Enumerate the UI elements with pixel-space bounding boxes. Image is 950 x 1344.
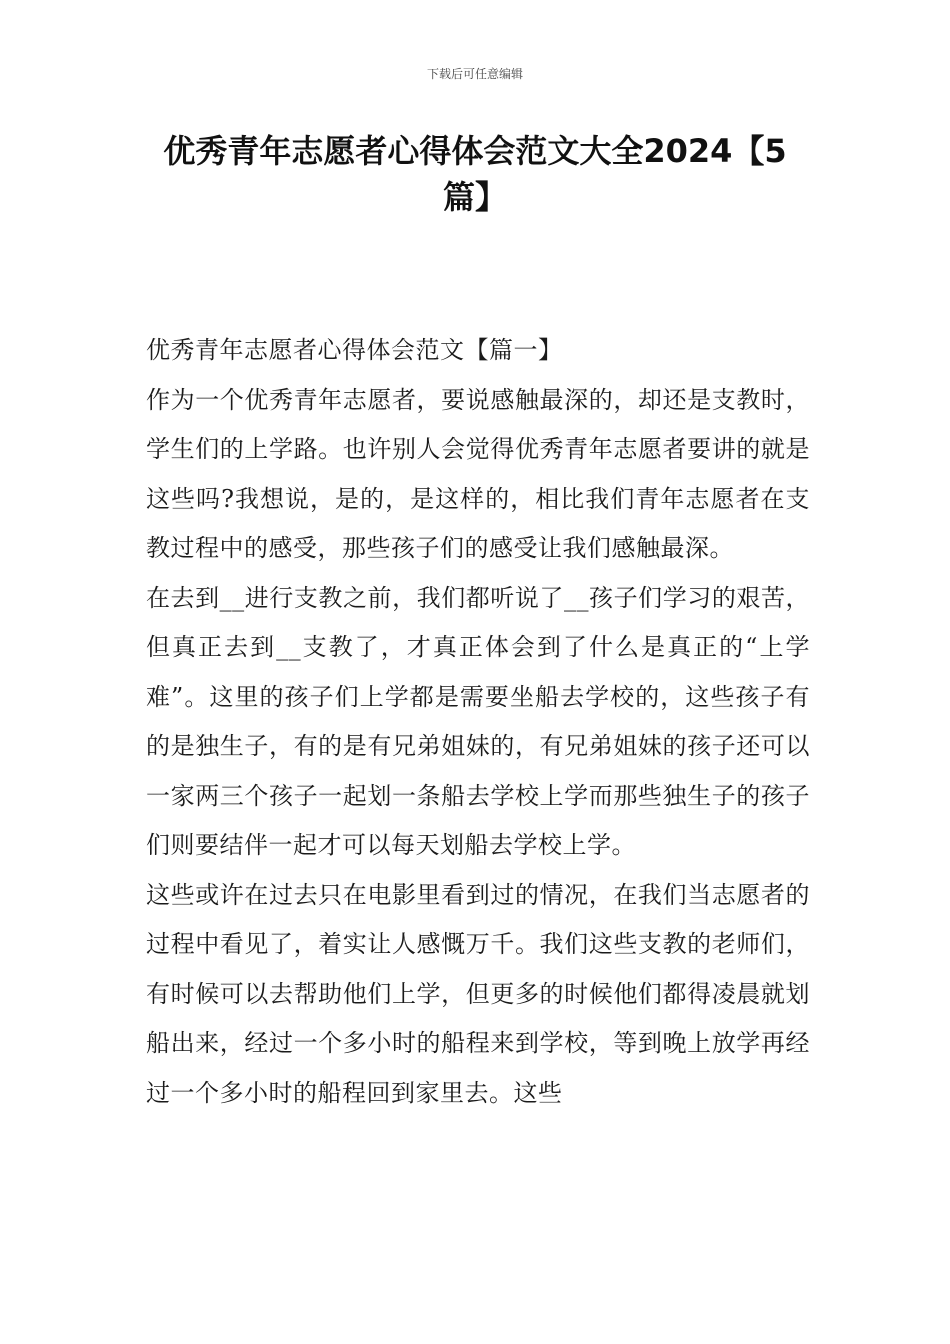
document-body — [146, 326, 810, 1118]
header-note: 下载后可任意编辑 — [426, 67, 523, 81]
section-heading: 优秀青年志愿者心得体会范文【篇一】 — [146, 336, 563, 364]
paragraph-3: 这些或许在过去只在电影里看到过的情况，在我们当志愿者的过程中看见了，着实让人感慨万千。我们这些支教的老师们，有时候可以去帮助他们上学，但更多的时候他们都得凌晨就划船出来，经过一个多小时的船程来到学校，等到晚上放学再经过一个多小时的船程回到家里去。这些 — [146, 880, 810, 1107]
document-title: 优秀青年志愿者心得体会范文大全2024【5篇】 — [163, 132, 787, 216]
paragraph-1: 作为一个优秀青年志愿者，要说感触最深的，却还是支教时，学生们的上学路。也许别人会觉得优秀青年志愿者要讲的就是这些吗?我想说，是的，是这样的，相比我们青年志愿者在支教过程中的感受，那些孩子们的感受让我们感触最深。 — [146, 385, 810, 562]
paragraph-2: 在去到__进行支教之前，我们都听说了__孩子们学习的艰苦，但真正去到__支教了，才真正体会到了什么是真正的“上学难”。这里的孩子们上学都是需要坐船去学校的，这些孩子有的是独生子，有的是有兄弟姐妹的，有兄弟姐妹的孩子还可以一家两三个孩子一起划一条船去学校上学而那些独生子的孩子们则要结伴一起才可以每天划船去学校上学。 — [146, 583, 810, 859]
